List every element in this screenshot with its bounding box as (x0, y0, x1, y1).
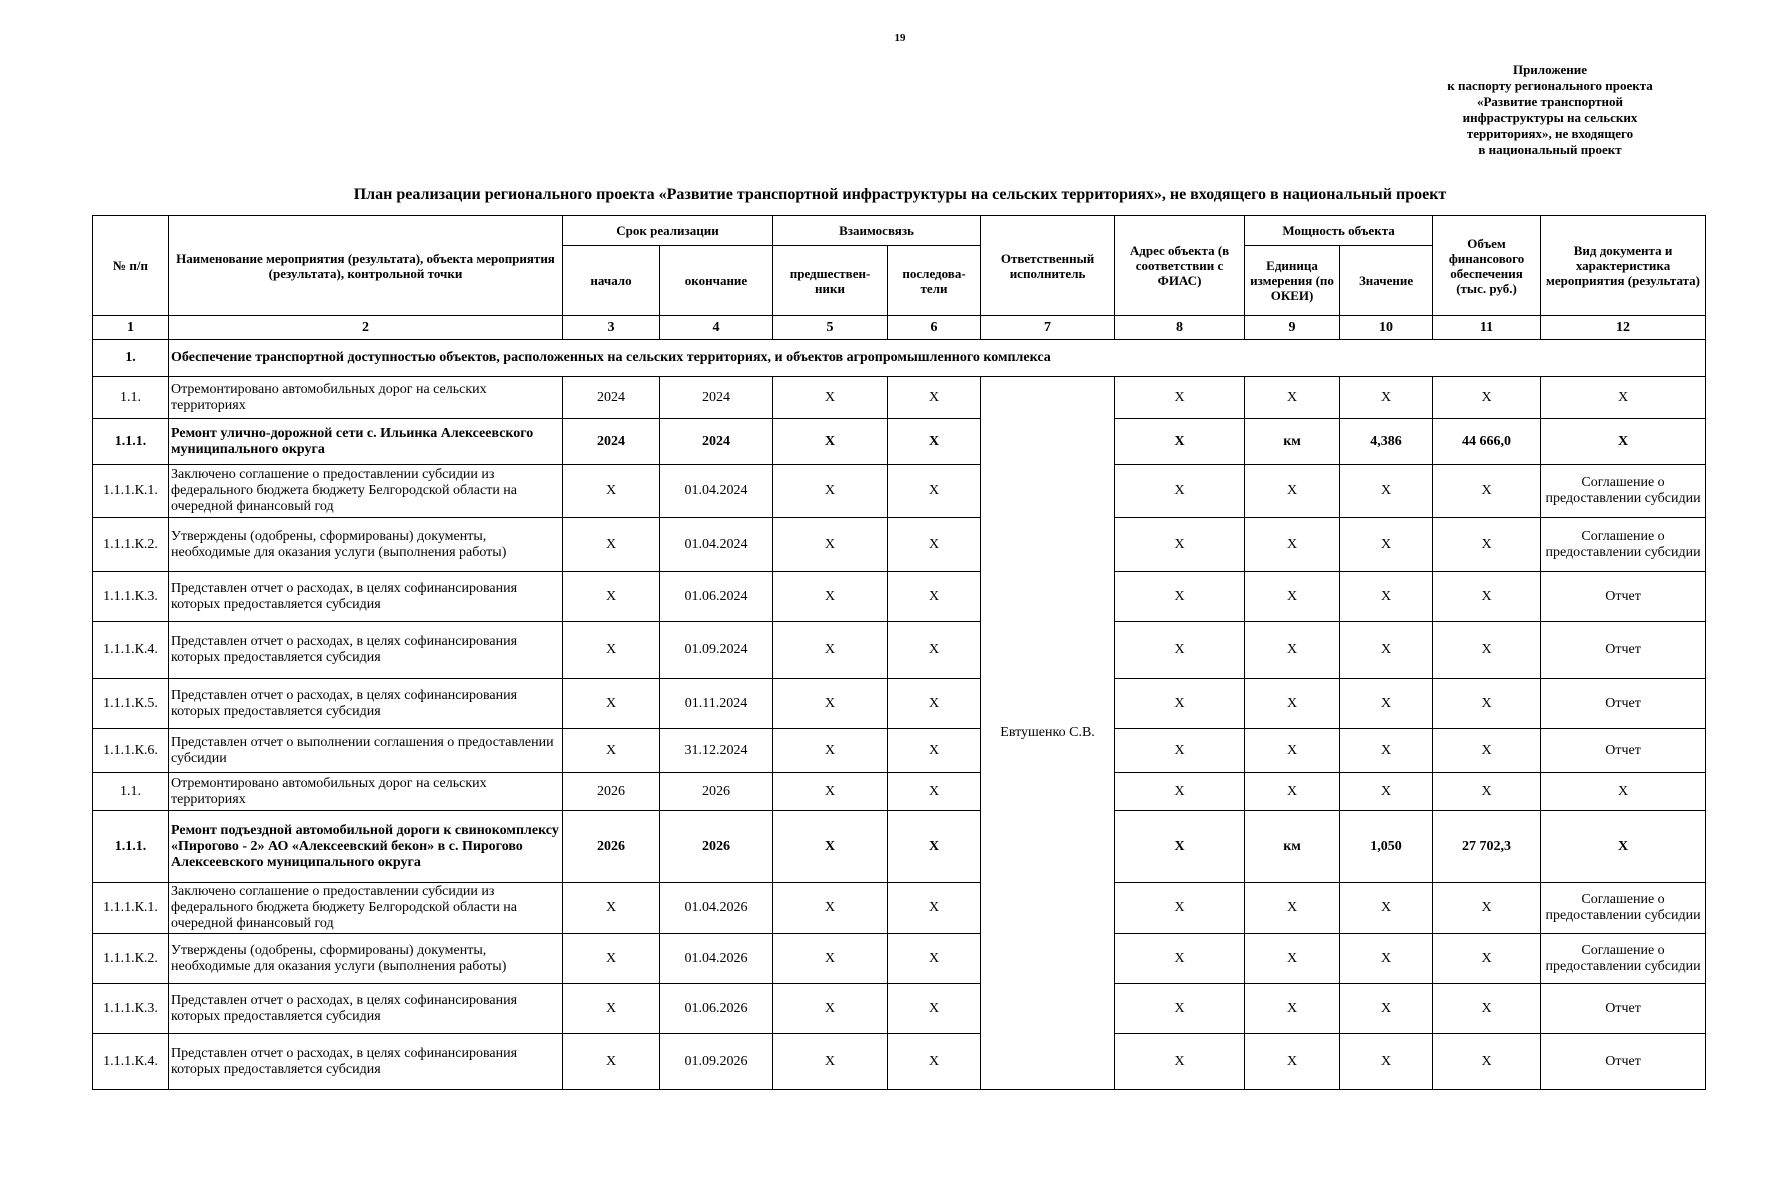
row-value: X (1340, 773, 1433, 811)
row-successors: X (888, 377, 981, 419)
row-address: X (1115, 729, 1245, 773)
column-number-row (93, 316, 1706, 340)
table-row (93, 729, 1706, 773)
table-row (93, 1034, 1706, 1090)
header-predecessors: предшествен-ники (773, 246, 888, 316)
header-responsible: Ответственный исполнитель (981, 216, 1115, 316)
row-predecessors: X (773, 622, 888, 679)
col-num: 6 (888, 316, 981, 340)
appendix-line: «Развитие транспортной (1476, 94, 1624, 109)
row-value: X (1340, 377, 1433, 419)
row-end: 01.06.2024 (660, 572, 773, 622)
header-successors: последова-тели (888, 246, 981, 316)
row-start: 2026 (563, 773, 660, 811)
row-address: X (1115, 622, 1245, 679)
header-volume: Объем финансового обеспечения (тыс. руб.) (1433, 216, 1541, 316)
table-row (93, 984, 1706, 1034)
row-name: Представлен отчет о расходах, в целях софинансирования которых предоставляется субсидия (169, 984, 563, 1034)
row-doc: Отчет (1541, 729, 1706, 773)
row-volume: 44 666,0 (1433, 419, 1541, 465)
row-value: 1,050 (1340, 811, 1433, 883)
row-doc: Отчет (1541, 622, 1706, 679)
table-row (93, 572, 1706, 622)
row-num: 1.1.1. (93, 811, 169, 883)
row-start: X (563, 679, 660, 729)
row-end: 2026 (660, 811, 773, 883)
header-num: № п/п (93, 216, 169, 316)
row-num: 1.1.1.К.3. (93, 984, 169, 1034)
table-row (93, 934, 1706, 984)
row-name: Ремонт улично-дорожной сети с. Ильинка Алексеевского муниципального округа (169, 419, 563, 465)
row-name: Представлен отчет о расходах, в целях софинансирования которых предоставляется субсидия (169, 1034, 563, 1090)
row-unit: X (1245, 1034, 1340, 1090)
row-doc: X (1541, 377, 1706, 419)
header-name: Наименование мероприятия (результата), объекта мероприятия (результата), контрольной точки (169, 216, 563, 316)
row-value: X (1340, 1034, 1433, 1090)
row-value: X (1340, 622, 1433, 679)
row-successors: X (888, 465, 981, 518)
row-start: X (563, 1034, 660, 1090)
appendix-line: инфраструктуры на сельских (1462, 110, 1638, 125)
responsible-person: Евтушенко С.В. (981, 377, 1115, 1090)
row-address: X (1115, 984, 1245, 1034)
row-end: 2024 (660, 419, 773, 465)
header-address: Адрес объекта (в соответствии с ФИАС) (1115, 216, 1245, 316)
row-successors: X (888, 773, 981, 811)
row-name: Ремонт подъездной автомобильной дороги к свинокомплексу «Пирогово - 2» АО «Алексеевский бекон» в с. Пирогово Алексеевского муниципального округа (169, 811, 563, 883)
table-row (93, 811, 1706, 883)
row-start: X (563, 572, 660, 622)
row-predecessors: X (773, 572, 888, 622)
row-predecessors: X (773, 465, 888, 518)
row-predecessors: X (773, 811, 888, 883)
row-num: 1.1.1. (93, 419, 169, 465)
row-successors: X (888, 419, 981, 465)
row-volume: X (1433, 465, 1541, 518)
row-unit: X (1245, 934, 1340, 984)
col-num: 11 (1433, 316, 1541, 340)
row-start: X (563, 622, 660, 679)
appendix-line: к паспорту регионального проекта (1447, 78, 1653, 93)
appendix-line: территориях», не входящего (1466, 126, 1634, 141)
col-num: 5 (773, 316, 888, 340)
row-successors: X (888, 934, 981, 984)
row-num: 1.1.1.К.5. (93, 679, 169, 729)
row-name: Заключено соглашение о предоставлении субсидии из федерального бюджета бюджету Белгородской области на очередной финансовый год (169, 465, 563, 518)
row-end: 01.09.2024 (660, 622, 773, 679)
row-volume: X (1433, 984, 1541, 1034)
row-num: 1.1.1.К.4. (93, 1034, 169, 1090)
row-doc: Отчет (1541, 1034, 1706, 1090)
row-address: X (1115, 773, 1245, 811)
appendix-line: в национальный проект (1478, 142, 1622, 157)
row-unit: X (1245, 622, 1340, 679)
row-successors: X (888, 518, 981, 572)
row-start: X (563, 934, 660, 984)
row-num: 1.1.1.К.2. (93, 518, 169, 572)
row-doc: Соглашение о предоставлении субсидии (1541, 518, 1706, 572)
row-value: X (1340, 518, 1433, 572)
row-name: Представлен отчет о расходах, в целях софинансирования которых предоставляется субсидия (169, 572, 563, 622)
row-volume: X (1433, 572, 1541, 622)
row-num: 1.1.1.К.1. (93, 883, 169, 934)
appendix-line: Приложение (1512, 62, 1588, 77)
col-num: 4 (660, 316, 773, 340)
row-predecessors: X (773, 518, 888, 572)
header-value: Значение (1340, 246, 1433, 316)
row-address: X (1115, 419, 1245, 465)
row-end: 01.11.2024 (660, 679, 773, 729)
col-num: 2 (169, 316, 563, 340)
header-link: Взаимосвязь (773, 216, 981, 246)
row-end: 01.06.2026 (660, 984, 773, 1034)
row-value: 4,386 (1340, 419, 1433, 465)
row-address: X (1115, 883, 1245, 934)
row-value: X (1340, 883, 1433, 934)
page-number: 19 (894, 32, 906, 44)
row-unit: км (1245, 419, 1340, 465)
row-end: 2026 (660, 773, 773, 811)
row-address: X (1115, 679, 1245, 729)
row-successors: X (888, 1034, 981, 1090)
table-row (93, 883, 1706, 934)
header-unit: Единица измерения (по ОКЕИ) (1245, 246, 1340, 316)
row-volume: 27 702,3 (1433, 811, 1541, 883)
row-start: X (563, 465, 660, 518)
row-end: 31.12.2024 (660, 729, 773, 773)
table-row (93, 419, 1706, 465)
row-volume: X (1433, 883, 1541, 934)
col-num: 1 (93, 316, 169, 340)
row-doc: X (1541, 773, 1706, 811)
row-volume: X (1433, 773, 1541, 811)
row-successors: X (888, 883, 981, 934)
row-start: X (563, 883, 660, 934)
row-start: 2024 (563, 419, 660, 465)
row-doc: Отчет (1541, 984, 1706, 1034)
row-start: X (563, 518, 660, 572)
header-capacity: Мощность объекта (1245, 216, 1433, 246)
section-title: Обеспечение транспортной доступностью объектов, расположенных на сельских территориях, и объектов агропромышленного комплекса (169, 340, 1706, 377)
row-volume: X (1433, 729, 1541, 773)
row-num: 1.1.1.К.6. (93, 729, 169, 773)
header-period: Срок реализации (563, 216, 773, 246)
table-row (93, 518, 1706, 572)
row-predecessors: X (773, 883, 888, 934)
row-unit: X (1245, 773, 1340, 811)
row-name: Отремонтировано автомобильных дорог на сельских территориях (169, 377, 563, 419)
row-num: 1.1.1.К.1. (93, 465, 169, 518)
row-unit: X (1245, 729, 1340, 773)
row-address: X (1115, 572, 1245, 622)
row-doc: Отчет (1541, 572, 1706, 622)
col-num: 7 (981, 316, 1115, 340)
row-unit: X (1245, 883, 1340, 934)
row-successors: X (888, 811, 981, 883)
row-end: 01.04.2024 (660, 465, 773, 518)
row-name: Утверждены (одобрены, сформированы) документы, необходимые для оказания услуги (выполнения работы) (169, 518, 563, 572)
row-predecessors: X (773, 773, 888, 811)
row-num: 1.1.1.К.3. (93, 572, 169, 622)
table-row (93, 622, 1706, 679)
row-unit: км (1245, 811, 1340, 883)
row-successors: X (888, 984, 981, 1034)
row-start: X (563, 729, 660, 773)
row-start: 2026 (563, 811, 660, 883)
col-num: 8 (1115, 316, 1245, 340)
header-doc: Вид документа и характеристика мероприятия (результата) (1541, 216, 1706, 316)
row-successors: X (888, 729, 981, 773)
row-name: Заключено соглашение о предоставлении субсидии из федерального бюджета бюджету Белгородской области на очередной финансовый год (169, 883, 563, 934)
implementation-plan-table (92, 215, 1706, 1090)
row-end: 01.09.2026 (660, 1034, 773, 1090)
row-address: X (1115, 934, 1245, 984)
row-predecessors: X (773, 1034, 888, 1090)
row-predecessors: X (773, 934, 888, 984)
document-title: План реализации регионального проекта «Развитие транспортной инфраструктуры на сельских территориях», не входящего в национальный проект (353, 186, 1447, 203)
row-doc: X (1541, 419, 1706, 465)
section-num: 1. (93, 340, 169, 377)
row-doc: Соглашение о предоставлении субсидии (1541, 934, 1706, 984)
table-row (93, 465, 1706, 518)
row-address: X (1115, 811, 1245, 883)
row-volume: X (1433, 377, 1541, 419)
row-successors: X (888, 679, 981, 729)
row-predecessors: X (773, 729, 888, 773)
row-name: Представлен отчет о выполнении соглашения о предоставлении субсидии (169, 729, 563, 773)
row-value: X (1340, 572, 1433, 622)
row-num: 1.1. (93, 377, 169, 419)
row-num: 1.1. (93, 773, 169, 811)
appendix-note (1400, 62, 1700, 158)
col-num: 3 (563, 316, 660, 340)
row-name: Представлен отчет о расходах, в целях софинансирования которых предоставляется субсидия (169, 622, 563, 679)
col-num: 10 (1340, 316, 1433, 340)
row-address: X (1115, 465, 1245, 518)
row-value: X (1340, 934, 1433, 984)
header-end: окончание (660, 246, 773, 316)
row-doc: Отчет (1541, 679, 1706, 729)
col-num: 12 (1541, 316, 1706, 340)
row-unit: X (1245, 572, 1340, 622)
table-row (93, 377, 1706, 419)
row-volume: X (1433, 622, 1541, 679)
row-doc: Соглашение о предоставлении субсидии (1541, 883, 1706, 934)
row-volume: X (1433, 679, 1541, 729)
row-address: X (1115, 377, 1245, 419)
row-value: X (1340, 984, 1433, 1034)
row-address: X (1115, 1034, 1245, 1090)
row-unit: X (1245, 518, 1340, 572)
row-doc: Соглашение о предоставлении субсидии (1541, 465, 1706, 518)
row-unit: X (1245, 377, 1340, 419)
row-doc: X (1541, 811, 1706, 883)
section-row (93, 340, 1706, 377)
header-start: начало (563, 246, 660, 316)
table-row (93, 679, 1706, 729)
col-num: 9 (1245, 316, 1340, 340)
row-end: 01.04.2026 (660, 883, 773, 934)
row-volume: X (1433, 934, 1541, 984)
row-volume: X (1433, 1034, 1541, 1090)
row-predecessors: X (773, 984, 888, 1034)
row-unit: X (1245, 679, 1340, 729)
row-successors: X (888, 622, 981, 679)
row-start: 2024 (563, 377, 660, 419)
row-value: X (1340, 679, 1433, 729)
row-predecessors: X (773, 377, 888, 419)
row-name: Отремонтировано автомобильных дорог на сельских территориях (169, 773, 563, 811)
row-predecessors: X (773, 679, 888, 729)
row-volume: X (1433, 518, 1541, 572)
row-unit: X (1245, 465, 1340, 518)
row-end: 01.04.2026 (660, 934, 773, 984)
row-successors: X (888, 572, 981, 622)
row-value: X (1340, 729, 1433, 773)
row-num: 1.1.1.К.2. (93, 934, 169, 984)
row-address: X (1115, 518, 1245, 572)
row-unit: X (1245, 984, 1340, 1034)
row-end: 01.04.2024 (660, 518, 773, 572)
row-num: 1.1.1.К.4. (93, 622, 169, 679)
row-name: Представлен отчет о расходах, в целях софинансирования которых предоставляется субсидия (169, 679, 563, 729)
row-start: X (563, 984, 660, 1034)
row-end: 2024 (660, 377, 773, 419)
row-predecessors: X (773, 419, 888, 465)
row-name: Утверждены (одобрены, сформированы) документы, необходимые для оказания услуги (выполнения работы) (169, 934, 563, 984)
row-value: X (1340, 465, 1433, 518)
table-row (93, 773, 1706, 811)
